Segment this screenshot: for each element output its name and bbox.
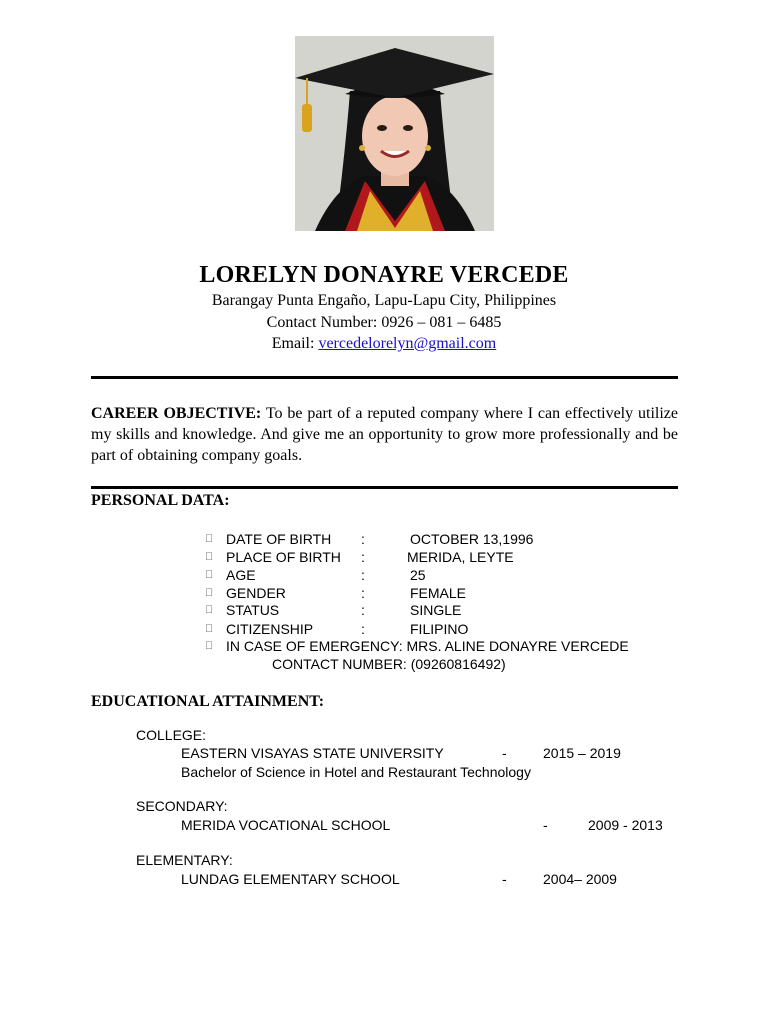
field-value: FEMALE [410, 585, 467, 601]
bullet-icon [205, 584, 213, 602]
email-label: Email: [271, 335, 319, 352]
contact-number: Contact Number: 0926 – 081 – 6485 [266, 314, 502, 331]
candidate-name: LORELYN DONAYRE VERCEDE [199, 262, 569, 288]
emergency-contact: IN CASE OF EMERGENCY: MRS. ALINE DONAYRE VERCEDE [226, 638, 629, 654]
email-link[interactable]: vercedelorelyn@gmail.com [318, 335, 497, 352]
divider [91, 376, 678, 379]
elementary-label: ELEMENTARY: [136, 852, 233, 868]
bullet-icon [205, 620, 213, 638]
profile-photo [295, 36, 494, 231]
field-colon: : [361, 602, 365, 618]
personal-data-heading: PERSONAL DATA: [91, 492, 230, 509]
field-label: CITIZENSHIP [226, 621, 314, 637]
bullet-icon [205, 548, 213, 566]
career-objective [91, 403, 678, 466]
field-label: PLACE OF BIRTH [226, 549, 341, 565]
field-colon: : [361, 531, 365, 547]
field-label: DATE OF BIRTH [226, 531, 332, 547]
secondary-years: 2009 - 2013 [588, 817, 663, 833]
bullet-icon [205, 566, 213, 584]
field-colon: : [361, 621, 365, 637]
field-colon: : [361, 585, 365, 601]
bullet-icon [205, 530, 213, 548]
field-colon: : [361, 549, 365, 565]
email-line [0, 335, 768, 353]
emergency-contact-number: CONTACT NUMBER: (09260816492) [272, 656, 506, 672]
objective-label: CAREER OBJECTIVE: [91, 405, 262, 422]
field-value: 25 [410, 567, 426, 583]
bullet-icon [205, 601, 213, 619]
divider [91, 486, 678, 489]
field-label: AGE [226, 567, 256, 583]
college-school: EASTERN VISAYAS STATE UNIVERSITY [181, 745, 444, 761]
bullet-icon [205, 637, 213, 655]
field-colon: : [361, 567, 365, 583]
field-value: OCTOBER 13,1996 [410, 531, 534, 547]
field-label: STATUS [226, 602, 280, 618]
college-label: COLLEGE: [136, 727, 207, 743]
elementary-years: 2004– 2009 [543, 871, 617, 887]
secondary-label: SECONDARY: [136, 798, 228, 814]
education-heading: EDUCATIONAL ATTAINMENT: [91, 693, 325, 710]
field-value: SINGLE [410, 602, 462, 618]
field-value: MERIDA, LEYTE [407, 549, 514, 565]
field-label: GENDER [226, 585, 286, 601]
field-value: FILIPINO [410, 621, 469, 637]
college-dash: - [502, 745, 507, 761]
secondary-school: MERIDA VOCATIONAL SCHOOL [181, 817, 391, 833]
secondary-dash: - [543, 817, 548, 833]
college-years: 2015 – 2019 [543, 745, 621, 761]
elementary-dash: - [502, 871, 507, 887]
graduate-portrait [295, 36, 494, 231]
address: Barangay Punta Engaño, Lapu-Lapu City, Philippines [211, 292, 557, 309]
objective-text: To be part of a reputed company where I can effectively utilize my skills and knowledge. And give me an opportunity to grow more professionally and be part of obtaining company goals. [91, 405, 679, 464]
college-course: Bachelor of Science in Hotel and Restaurant Technology [181, 764, 531, 780]
elementary-school: LUNDAG ELEMENTARY SCHOOL [181, 871, 400, 887]
